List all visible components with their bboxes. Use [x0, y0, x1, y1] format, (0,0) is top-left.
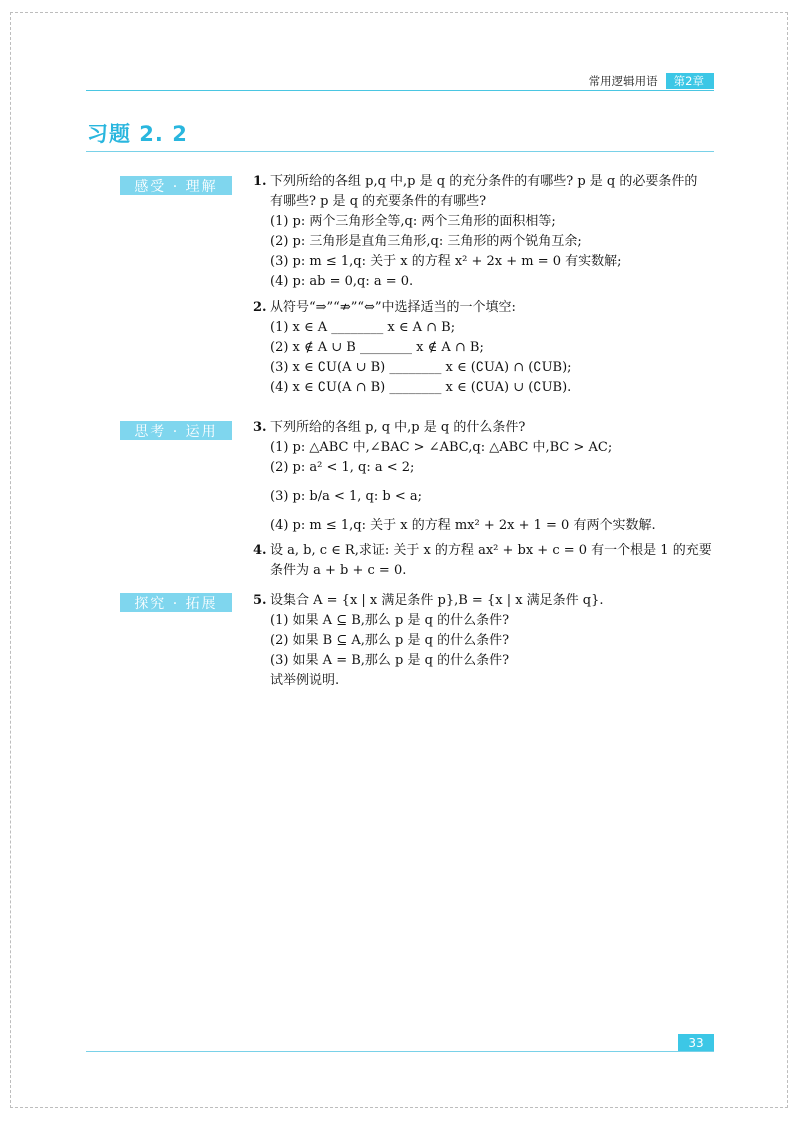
- book-title: 常用逻辑用语: [588, 74, 658, 88]
- problem-text: 下列所给的各组 p,q 中,p 是 q 的充分条件的有哪些? p 是 q 的必要条件的: [270, 174, 698, 189]
- section-tag-exploration: 探究 · 拓展: [120, 593, 232, 612]
- title-rule: [86, 151, 714, 152]
- sub-item: (2) p: 三角形是直角三角形,q: 三角形的两个锐角互余;: [270, 234, 582, 249]
- sub-item: (4) x ∈ ∁U(A ∩ B) ________ x ∈ (∁UA) ∪ (∁UB).: [270, 380, 572, 395]
- exercise-title: 习题 2. 2: [87, 122, 188, 146]
- problem-number: 3.: [253, 420, 267, 435]
- problem-text: 设 a, b, c ∈ R,求证: 关于 x 的方程 ax² + bx + c = 0 有一个根是 1 的充要: [270, 543, 712, 558]
- sub-item: (3) p: m ≤ 1,q: 关于 x 的方程 x² + 2x + m = 0 有实数解;: [270, 254, 622, 269]
- problem-text: 设集合 A = {x | x 满足条件 p},B = {x | x 满足条件 q}.: [270, 593, 604, 608]
- problem-4-block: [253, 541, 728, 584]
- chapter-tag: 第2章: [666, 73, 714, 89]
- problem-text: 从符号“⇒”“⇏”“⇔”中选择适当的一个填空:: [270, 300, 516, 315]
- section-tag-understanding: 感受 · 理解: [120, 176, 232, 195]
- sub-item: (1) p: △ABC 中,∠BAC > ∠ABC,q: △ABC 中,BC > AC;: [270, 440, 613, 455]
- sub-item: (2) p: a² < 1, q: a < 2;: [270, 460, 415, 475]
- problem-2: [253, 298, 728, 398]
- problem-1-block: [253, 172, 728, 295]
- sub-item: (2) x ∉ A ∪ B ________ x ∉ A ∩ B;: [270, 340, 484, 355]
- problem-number: 4.: [253, 543, 267, 558]
- section-tag-application: 思考 · 运用: [120, 421, 232, 440]
- sub-item: (3) 如果 A = B,那么 p 是 q 的什么条件?: [270, 653, 510, 668]
- sub-item: (3) p: b/a < 1, q: b < a;: [270, 489, 422, 504]
- problem-number: 2.: [253, 300, 267, 315]
- sub-item: (1) 如果 A ⊆ B,那么 p 是 q 的什么条件?: [270, 613, 510, 628]
- problem-number: 1.: [253, 174, 267, 189]
- sub-item: (1) x ∈ A ________ x ∈ A ∩ B;: [270, 320, 456, 335]
- sub-item: (2) 如果 B ⊆ A,那么 p 是 q 的什么条件?: [270, 633, 510, 648]
- sub-item: (3) x ∈ ∁U(A ∪ B) ________ x ∈ (∁UA) ∩ (∁UB);: [270, 360, 572, 375]
- sub-item: (4) p: ab = 0,q: a = 0.: [270, 274, 414, 289]
- problem-number: 5.: [253, 593, 267, 608]
- header-rule: [86, 90, 714, 91]
- page-number: 33: [678, 1034, 714, 1051]
- closing-text: 试举例说明.: [270, 673, 340, 688]
- footer-rule: [86, 1051, 714, 1052]
- problem-2-block: [253, 298, 728, 401]
- problem-5: [253, 591, 728, 691]
- problem-1: [253, 172, 728, 292]
- problem-text: 有哪些? p 是 q 的充要条件的有哪些?: [270, 194, 487, 209]
- problem-4: [253, 541, 728, 581]
- sub-item: (1) p: 两个三角形全等,q: 两个三角形的面积相等;: [270, 214, 556, 229]
- problem-text: 下列所给的各组 p, q 中,p 是 q 的什么条件?: [270, 420, 526, 435]
- problem-3: [253, 418, 728, 536]
- running-header: [581, 73, 714, 89]
- problem-5-block: [253, 591, 728, 694]
- sub-item: (4) p: m ≤ 1,q: 关于 x 的方程 mx² + 2x + 1 = 0 有两个实数解.: [270, 518, 656, 533]
- problem-text: 条件为 a + b + c = 0.: [270, 563, 407, 578]
- problem-3-block: [253, 418, 728, 539]
